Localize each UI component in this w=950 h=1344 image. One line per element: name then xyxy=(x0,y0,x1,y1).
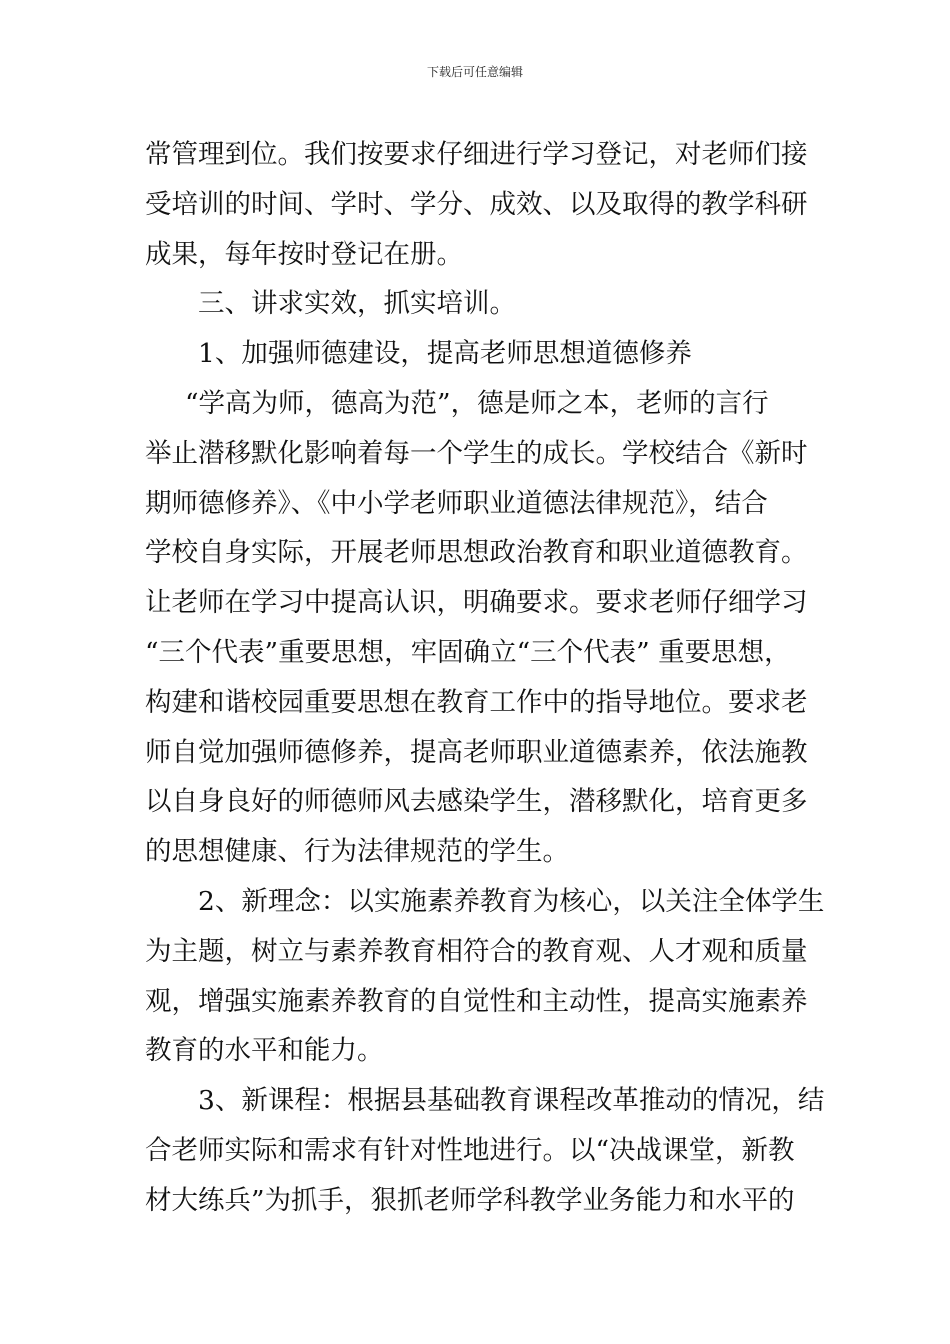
section-heading: 三、讲求实效，抓实培训。 xyxy=(198,288,516,320)
paragraph-start: 2、新理念：以实施素养教育为核心，以关注全体学生 xyxy=(198,885,825,917)
page-header-note: 下载后可任意编辑 xyxy=(426,65,523,79)
text-line: 合老师实际和需求有针对性地进行。以“决战课堂，新教 xyxy=(145,1134,795,1166)
text-line: 师自觉加强师德修养，提高老师职业道德素养，依法施教 xyxy=(145,736,808,768)
text-line: 构建和谐校园重要思想在教育工作中的指导地位。要求老 xyxy=(145,686,808,718)
text-line: 为主题，树立与素养教育相符合的教育观、人才观和质量 xyxy=(145,935,808,967)
paragraph-start: “学高为师，德高为范”，德是师之本，老师的言行 xyxy=(185,387,769,419)
document-body xyxy=(145,130,825,1226)
text-line: 常管理到位。我们按要求仔细进行学习登记，对老师们接 xyxy=(145,139,808,170)
paragraph-start: 3、新课程：根据县基础教育课程改革推动的情况，结 xyxy=(198,1085,825,1117)
text-line: “三个代表”重要思想，牢固确立“三个代表” 重要思想， xyxy=(145,636,791,668)
subsection-heading: 1、加强师德建设，提高老师思想道德修养 xyxy=(198,338,692,370)
text-line: 材大练兵”为抓手，狠抓老师学科教学业务能力和水平的 xyxy=(145,1184,795,1216)
text-line: 学校自身实际，开展老师思想政治教育和职业道德教育。 xyxy=(145,537,808,569)
text-line: 成果，每年按时登记在册。 xyxy=(145,238,463,270)
text-line: 期师德修养》、《中小学老师职业道德法律规范》，结合 xyxy=(145,487,768,519)
text-line: 受培训的时间、学时、学分、成效、以及取得的教学科研 xyxy=(145,188,808,220)
text-line: 的思想健康、行为法律规范的学生。 xyxy=(145,836,569,868)
text-line: 举止潜移默化影响着每一个学生的成长。学校结合《新时 xyxy=(145,437,808,469)
text-line: 以自身良好的师德师风去感染学生，潜移默化，培育更多 xyxy=(145,786,808,818)
text-line: 观，增强实施素养教育的自觉性和主动性，提高实施素养 xyxy=(145,985,808,1017)
text-line: 让老师在学习中提高认识，明确要求。要求老师仔细学习 xyxy=(145,587,808,619)
text-line: 教育的水平和能力。 xyxy=(145,1035,384,1067)
